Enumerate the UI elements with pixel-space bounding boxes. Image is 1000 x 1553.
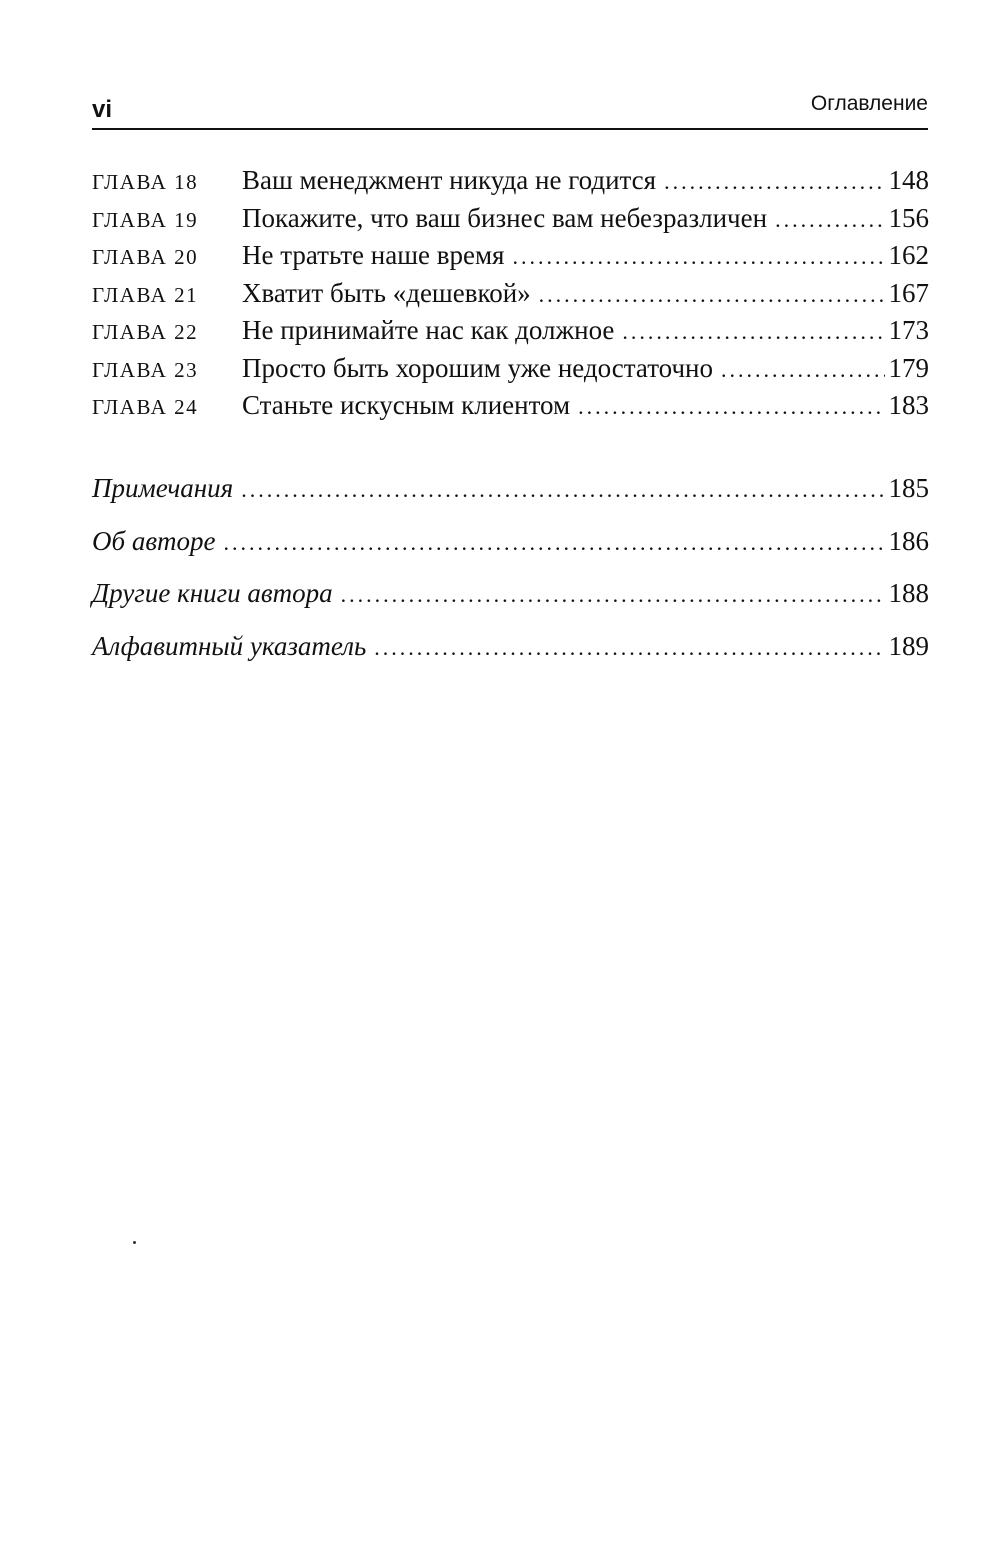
dot-leader [721, 351, 885, 389]
chapter-label: ГЛАВА 19 [92, 207, 199, 232]
chapter-title: Не тратьте наше время [242, 240, 505, 270]
backmatter-title: Алфавитный указатель [92, 630, 367, 661]
print-speck [133, 1241, 136, 1244]
page-reference: 179 [888, 352, 929, 383]
page-reference: 189 [888, 630, 929, 661]
toc-entry-index [92, 620, 929, 673]
toc-entry-chapter-19 [92, 200, 929, 238]
dot-leader [539, 276, 885, 314]
running-head [92, 88, 928, 130]
toc-entry-other-books [92, 567, 929, 620]
page-reference: 173 [888, 315, 929, 345]
chapter-title: Станьте искусным клиентом [242, 390, 571, 420]
page-reference: 183 [888, 390, 929, 420]
dot-leader [341, 569, 885, 622]
chapter-label: ГЛАВА 18 [92, 170, 199, 194]
dot-leader [224, 517, 885, 570]
page-reference: 162 [888, 240, 929, 270]
chapter-title: Не принимайте нас как должное [242, 315, 615, 345]
toc-entry-chapter-20 [92, 237, 929, 275]
chapter-label: ГЛАВА 20 [92, 245, 199, 269]
toc-entry-about-author [92, 515, 929, 568]
backmatter-title: Об авторе [92, 525, 216, 556]
dot-leader [241, 464, 884, 517]
backmatter-title: Примечания [92, 473, 234, 503]
dot-leader [775, 201, 884, 239]
page-reference: 188 [888, 578, 929, 608]
dot-leader [374, 622, 884, 675]
page-reference: 167 [888, 277, 929, 308]
backmatter-title: Другие книги автора [92, 578, 333, 608]
chapter-label: ГЛАВА 24 [92, 395, 199, 419]
page-reference: 156 [888, 202, 929, 233]
chapter-label: ГЛАВА 21 [92, 282, 199, 307]
chapter-title: Ваш менеджмент никуда не годится [242, 165, 657, 195]
chapter-label: ГЛАВА 23 [92, 357, 199, 382]
toc-entry-notes [92, 462, 929, 515]
chapter-title: Покажите, что ваш бизнес вам небезразличен [242, 202, 768, 233]
chapter-list [92, 162, 929, 425]
dot-leader [664, 163, 884, 201]
page-number: vi [92, 96, 113, 123]
toc-entry-chapter-23 [92, 350, 929, 388]
chapter-label: ГЛАВА 22 [92, 320, 199, 344]
page-reference: 186 [888, 525, 929, 556]
toc-entry-chapter-22 [92, 312, 929, 350]
toc-entry-chapter-21 [92, 275, 929, 313]
chapter-title: Хватит быть «дешевкой» [242, 277, 531, 308]
page-reference: 148 [888, 165, 929, 195]
toc-entry-chapter-18 [92, 162, 929, 200]
dot-leader [512, 238, 884, 276]
chapter-title: Просто быть хорошим уже недостаточно [242, 352, 713, 383]
backmatter-list [92, 462, 929, 672]
dot-leader [622, 313, 884, 351]
section-title: Оглавление [810, 92, 928, 115]
toc-entry-chapter-24 [92, 387, 929, 425]
dot-leader [578, 388, 884, 426]
page-reference: 185 [888, 473, 929, 503]
